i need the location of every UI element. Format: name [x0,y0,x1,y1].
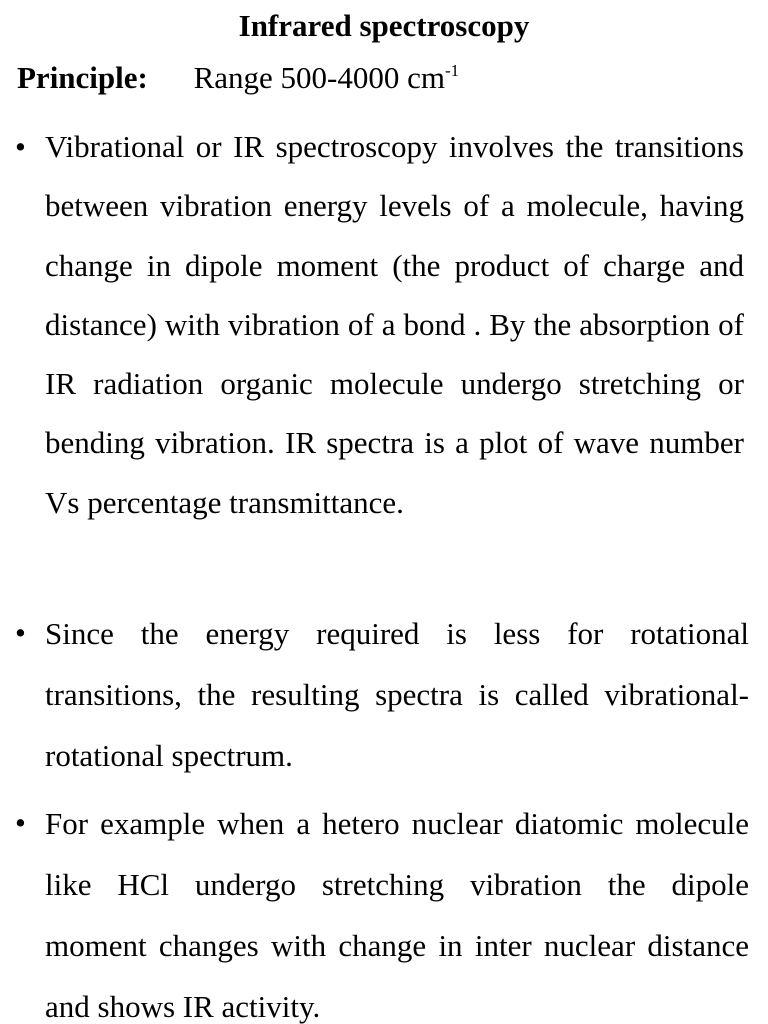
bullet-text-3: For example when a hetero nuclear diatomic molecule like HCl undergo stretching vibration the dipole moment changes with change in inter nuclear distance and shows IR activity. [45,806,749,1024]
bullet-text-1: Vibrational or IR spectroscopy involves the transitions between vibration energy levels of a molecule, having change in dipole moment (the product of charge and distance) with vibration of a bond . By the absorption of IR radiation organic molecule undergo stretching or bending vibration. IR spectra is a plot of wave number Vs percentage transmittance. [45,129,744,520]
bullet-icon: • [15,805,26,840]
principle-line [17,58,459,98]
bullet-text-2: Since the energy required is less for rotational transitions, the resulting spectra is called vibrational- rotational spectrum. [45,616,749,773]
principle-range-exponent: -1 [445,61,460,80]
principle-range [194,60,460,95]
principle-label: Principle: [17,60,148,95]
bullet-icon: • [15,615,26,650]
bullet-icon: • [15,129,26,164]
principle-range-text: Range 500-4000 cm [193,60,445,95]
page-title: Infrared spectroscopy [238,8,530,43]
